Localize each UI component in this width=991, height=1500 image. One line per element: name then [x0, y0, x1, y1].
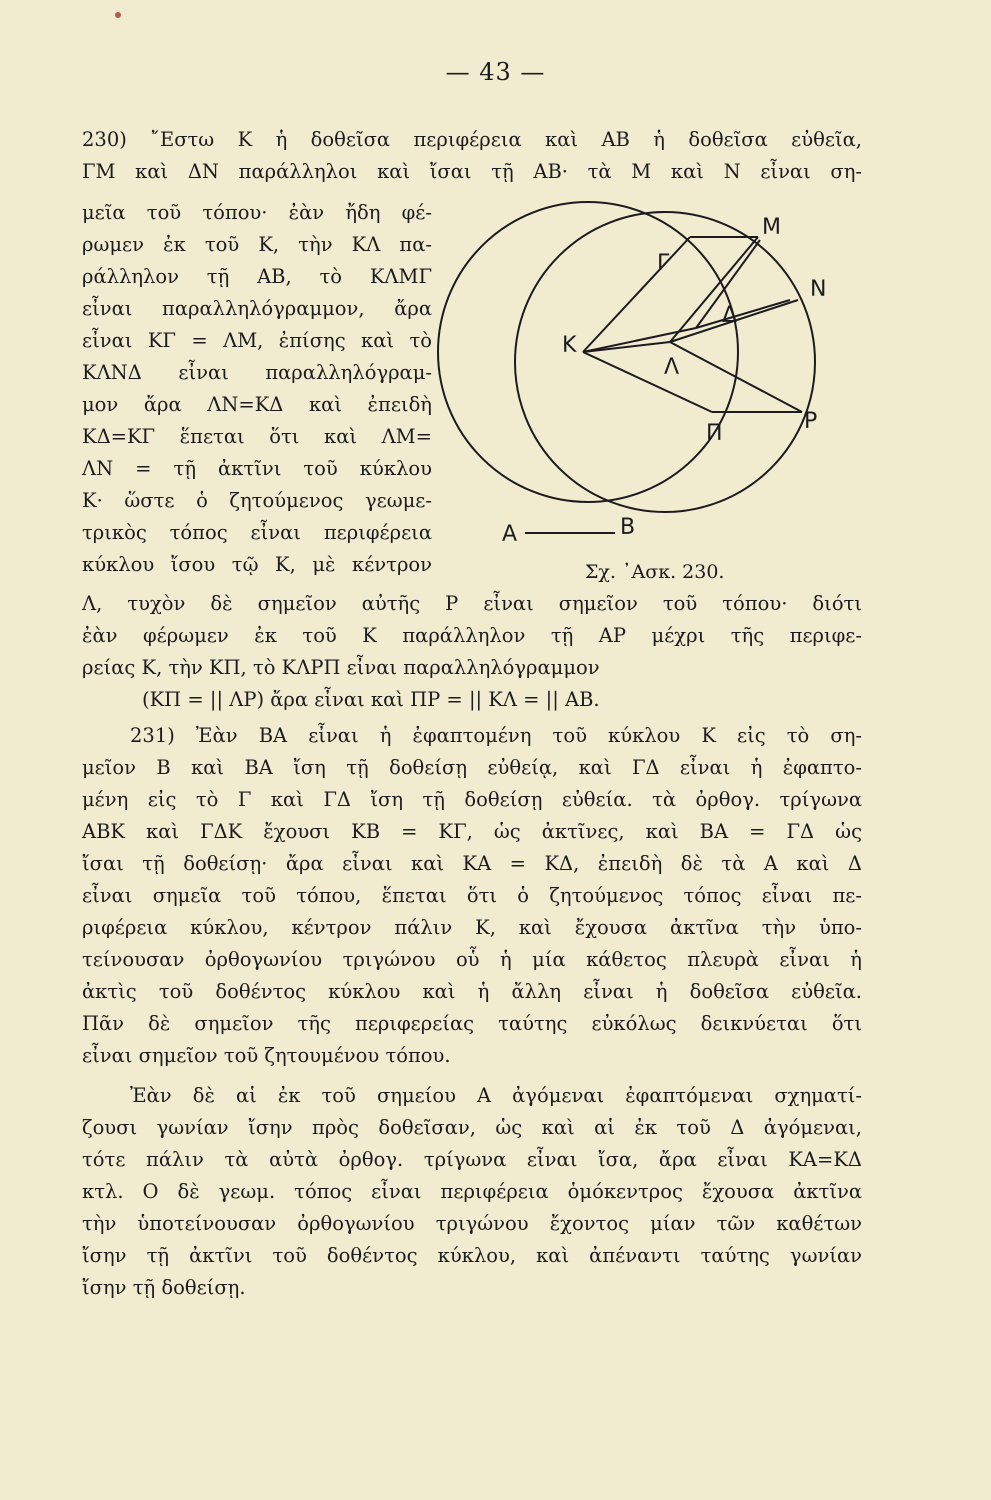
text-line: ἀκτὶς τοῦ δοθέντος κύκλου καὶ ἡ ἄλλη εἶναι ἡ δοθεῖσα εὐθεῖα. — [82, 980, 862, 1003]
text-line: ἐὰν φέρωμεν ἐκ τοῦ Κ παράλληλον τῇ ΑΡ μέχρι τῆς περιφε- — [82, 624, 862, 647]
text-line: εἶναι σημεῖα τοῦ τόπου, ἕπεται ὅτι ὁ ζητούμενος τόπος εἶναι πε- — [82, 884, 862, 907]
label-l: Λ — [664, 355, 680, 380]
label-d: Δ — [722, 303, 738, 328]
text-line: (ΚΠ = || ΛΡ) ἄρα εἶναι καὶ ΠΡ = || ΚΛ = || ΑΒ. — [142, 688, 600, 711]
text-line: τείνουσαν ὀρθογωνίου τριγώνου οὗ ἡ μία κάθετος πλευρὰ εἶναι ἡ — [82, 948, 862, 971]
text-line: ΚΔ=ΚΓ ἕπεται ὅτι καὶ ΛΜ= — [82, 425, 432, 448]
text-line: τρικὸς τόπος εἶναι περιφέρεια — [82, 521, 432, 544]
text-line: Κ· ὥστε ὁ ζητούμενος γεωμε- — [82, 489, 432, 512]
text-line: κτλ. Ο δὲ γεωμ. τόπος εἶναι περιφέρεια ὁμόκεντρος ἔχουσα ἀκτῖνα — [82, 1180, 862, 1203]
segment-kg — [583, 237, 690, 352]
text-line: μένη εἰς τὸ Γ καὶ ΓΔ ἴση τῇ δοθείσῃ εὐθεία. τὰ ὀρθογ. τρίγωνα — [82, 788, 862, 811]
text-line: τότε πάλιν τὰ αὐτὰ ὀρθογ. τρίγωνα εἶναι ἴσα, ἄρα εἶναι ΚΑ=ΚΔ — [82, 1148, 862, 1171]
text-line: ἴσην τῇ δοθείσῃ. — [82, 1276, 246, 1299]
text-line: Πᾶν δὲ σημεῖον τῆς περιφερείας ταύτης εὐκόλως δεικνύεται ὅτι — [82, 1012, 862, 1035]
label-pi: Π — [706, 421, 723, 446]
segment-kp — [583, 352, 712, 412]
text-line: ΓΜ καὶ ΔΝ παράλληλοι καὶ ἴσαι τῇ ΑΒ· τὰ Μ καὶ Ν εἶναι ση- — [82, 160, 862, 183]
text-line: ζουσι γωνίαν ἴσην πρὸς δοθεῖσαν, ὡς καὶ αἱ ἐκ τοῦ Δ ἀγόμεναι, — [82, 1116, 862, 1139]
segment-dn — [696, 300, 790, 328]
text-line: εἶναι σημεῖον τοῦ ζητουμένου τόπου. — [82, 1044, 451, 1067]
text-line: ρωμεν ἐκ τοῦ Κ, τὴν ΚΛ πα- — [82, 233, 432, 256]
text-line: Λ, τυχὸν δὲ σημεῖον αὐτῆς Ρ εἶναι σημεῖον τοῦ τόπου· διότι — [82, 592, 862, 615]
label-g: Γ — [657, 251, 670, 276]
text-line: ΛΝ = τῇ ἀκτῖνι τοῦ κύκλου — [82, 457, 432, 480]
segment-lm — [670, 237, 758, 342]
label-a: Α — [502, 522, 518, 547]
text-line: Ἐὰν δὲ αἱ ἐκ τοῦ σημείου Α ἀγόμεναι ἐφαπτόμεναι σχηματί- — [130, 1084, 862, 1107]
text-line: ριφέρεια κύκλου, κέντρον πάλιν Κ, καὶ ἔχουσα ἀκτῖνα τὴν ὑπο- — [82, 916, 862, 939]
text-line: τὴν ὑποτείνουσαν ὀρθογωνίου τριγώνου ἔχοντος μίαν τῶν καθέτων — [82, 1212, 862, 1235]
text-line: εἶναι παραλληλόγραμμον, ἄρα — [82, 297, 432, 320]
text-line: εἶναι ΚΓ = ΛΜ, ἐπίσης καὶ τὸ — [82, 329, 432, 352]
text-line: 230) ῎Εστω Κ ἡ δοθεῖσα περιφέρεια καὶ ΑΒ ἡ δοθεῖσα εὐθεῖα, — [82, 128, 862, 151]
text-line: μεῖον Β καὶ ΒΑ ἴση τῇ δοθείσῃ εὐθείᾳ, καὶ ΓΔ εἶναι ἡ ἐφαπτο- — [82, 756, 862, 779]
geometry-figure — [435, 195, 835, 595]
text-line: 231) Ἐὰν ΒΑ εἶναι ἡ ἐφαπτομένη τοῦ κύκλου Κ εἰς τὸ ση- — [130, 724, 862, 747]
label-p: Ρ — [804, 409, 818, 434]
label-m: Μ — [762, 215, 781, 240]
text-line: ράλληλον τῇ ΑΒ, τὸ ΚΛΜΓ — [82, 265, 432, 288]
label-n: Ν — [810, 277, 827, 302]
text-line: ΑΒΚ καὶ ΓΔΚ ἔχουσι ΚΒ = ΚΓ, ὡς ἀκτῖνες, καὶ ΒΑ = ΓΔ ὡς — [82, 820, 862, 843]
text-line: κύκλου ἴσου τῷ Κ, μὲ κέντρον — [82, 553, 432, 576]
text-line: ΚΛΝΔ εἶναι παραλληλόγραμ- — [82, 361, 432, 384]
text-line: ρείας Κ, τὴν ΚΠ, τὸ ΚΛΡΠ εἶναι παραλληλόγραμμον — [82, 656, 600, 679]
page-number: — 43 — — [445, 58, 546, 86]
text-line: ἴσαι τῇ δοθείσῃ· ἄρα εἶναι καὶ ΚΑ = ΚΔ, ἐπειδὴ δὲ τὰ Α καὶ Δ — [82, 852, 862, 875]
label-k: Κ — [562, 333, 577, 358]
ink-dot — [115, 12, 121, 18]
figure-caption: Σχ. ᾿Ασκ. 230. — [585, 561, 725, 583]
text-line: μεῖα τοῦ τόπου· ἐὰν ἤδη φέ- — [82, 201, 432, 224]
text-line: ἴσην τῇ ἀκτῖνι τοῦ δοθέντος κύκλου, καὶ ἀπέναντι ταύτης γωνίαν — [82, 1244, 862, 1267]
label-b: Β — [620, 515, 636, 540]
text-line: μον ἄρα ΛΝ=ΚΔ καὶ ἐπειδὴ — [82, 393, 432, 416]
